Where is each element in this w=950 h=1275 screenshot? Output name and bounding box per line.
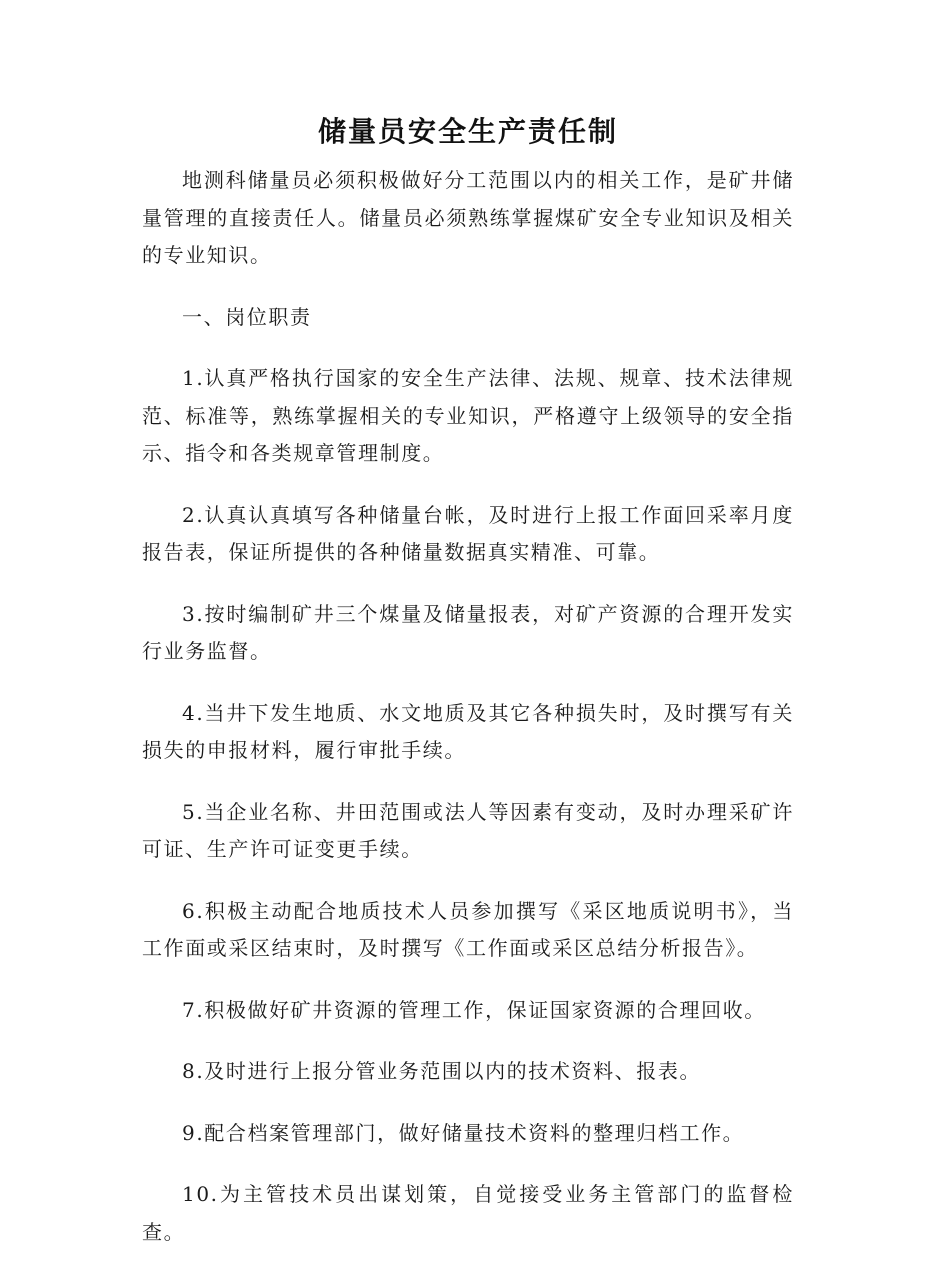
duty-item-4: 4.当井下发生地质、水文地质及其它各种损失时，及时撰写有关损失的申报材料，履行审批手续。 xyxy=(142,700,794,762)
section-heading: 一、岗位职责 xyxy=(182,304,312,329)
intro-paragraph: 地测科储量员必须积极做好分工范围以内的相关工作，是矿井储量管理的直接责任人。储量员必须熟练掌握煤矿安全专业知识及相关的专业知识。 xyxy=(142,168,794,267)
duty-item-9: 9.配合档案管理部门，做好储量技术资料的整理归档工作。 xyxy=(182,1120,745,1145)
duty-item-3: 3.按时编制矿井三个煤量及储量报表，对矿产资源的合理开发实行业务监督。 xyxy=(142,601,794,663)
duty-item-10: 10.为主管技术员出谋划策，自觉接受业务主管部门的监督检查。 xyxy=(142,1182,794,1244)
duty-item-1: 1.认真严格执行国家的安全生产法律、法规、规章、技术法律规范、标准等，熟练掌握相关的专业知识，严格遵守上级领导的安全指示、指令和各类规章管理制度。 xyxy=(142,366,794,465)
document-title: 储量员安全生产责任制 xyxy=(317,115,618,148)
duty-item-2: 2.认真认真填写各种储量台帐，及时进行上报工作面回采率月度报告表，保证所提供的各种储量数据真实精准、可靠。 xyxy=(142,502,794,564)
duty-item-8: 8.及时进行上报分管业务范围以内的技术资料、报表。 xyxy=(182,1059,702,1083)
duty-item-6: 6.积极主动配合地质技术人员参加撰写《采区地质说明书》，当工作面或采区结束时，及时撰写《工作面或采区总结分析报告》。 xyxy=(142,898,794,960)
document-body xyxy=(142,108,794,1275)
duty-item-7: 7.积极做好矿井资源的管理工作，保证国家资源的合理回收。 xyxy=(182,997,766,1022)
duty-item-5: 5.当企业名称、井田范围或法人等因素有变动，及时办理采矿许可证、生产许可证变更手续。 xyxy=(142,799,794,861)
